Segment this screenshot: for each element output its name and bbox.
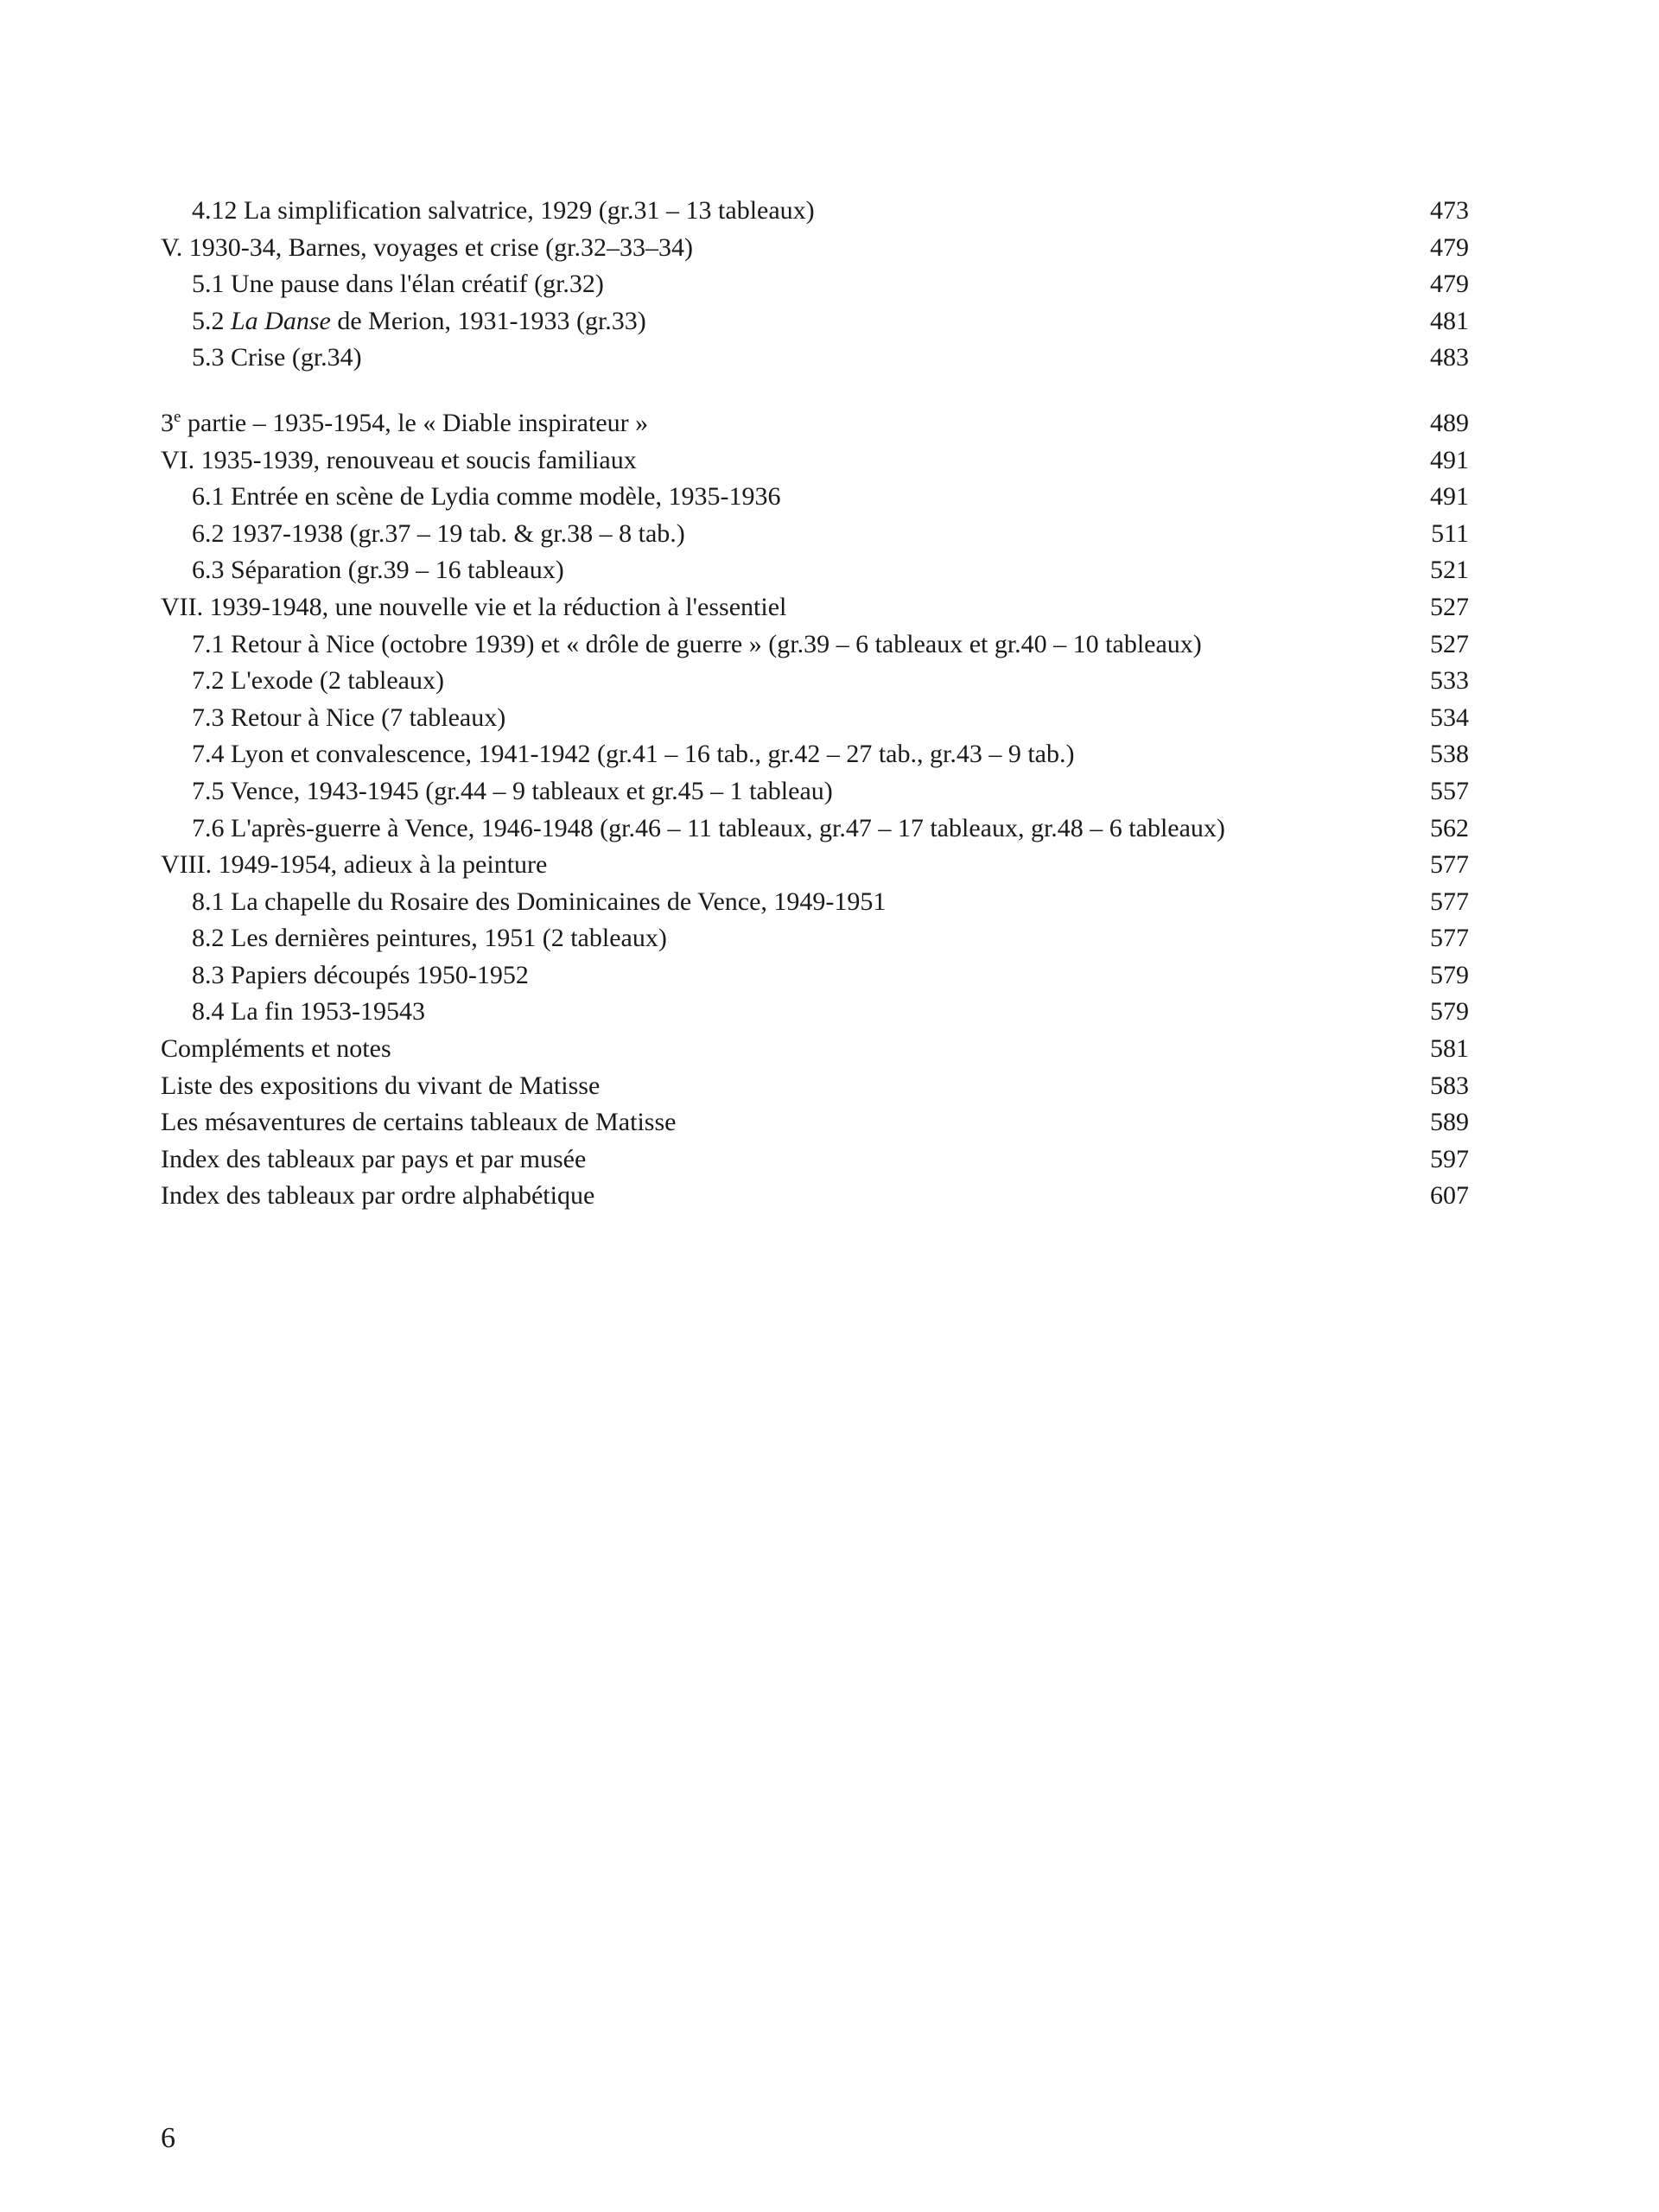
- toc-entry: [161, 552, 1469, 589]
- toc-entry: [161, 266, 1469, 303]
- toc-entry-title: 7.6 L'après-guerre à Vence, 1946-1948 (gr.46 – 11 tableaux, gr.47 – 17 tableaux, gr.48 – 6 tableaux): [192, 813, 1225, 842]
- toc-entry-page-number: 557: [1430, 776, 1469, 805]
- toc-entry-page-number: 562: [1430, 813, 1469, 842]
- toc-entry-title-suffix: de Merion, 1931-1933 (gr.33): [330, 306, 646, 335]
- toc-entry: [161, 920, 1469, 957]
- toc-entry-title: VII. 1939-1948, une nouvelle vie et la réduction à l'essentiel: [161, 592, 787, 621]
- toc-entry-title: VIII. 1949-1954, adieux à la peinture: [161, 850, 548, 880]
- toc-entry-page-number: 589: [1430, 1108, 1469, 1137]
- toc-entry-title: 5.3 Crise (gr.34): [192, 343, 362, 372]
- toc-entry-page-number: 607: [1430, 1181, 1469, 1211]
- toc-entry-page-number: 479: [1430, 270, 1469, 299]
- toc-entry-page-number: 491: [1430, 445, 1469, 474]
- toc-entry-page-number: 581: [1430, 1034, 1469, 1064]
- toc-entry: [161, 1104, 1469, 1141]
- toc-entry: [161, 884, 1469, 921]
- toc-entry: [161, 773, 1469, 810]
- toc-entry-title: 7.1 Retour à Nice (octobre 1939) et « drôle de guerre » (gr.39 – 6 tableaux et gr.40 – 10 tableaux): [192, 629, 1202, 658]
- toc-entry-title: 8.1 La chapelle du Rosaire des Dominicaines de Vence, 1949-1951: [192, 887, 887, 916]
- toc-entry-page-number: 579: [1430, 997, 1469, 1027]
- toc-entry-page-number: 533: [1430, 666, 1469, 696]
- toc-entry: [161, 193, 1469, 230]
- toc-entry-title: 7.2 L'exode (2 tableaux): [192, 666, 444, 696]
- toc-entry-page-number: 473: [1430, 196, 1469, 225]
- toc-entry: [161, 1141, 1469, 1179]
- toc-entry-title: 6.2 1937-1938 (gr.37 – 19 tab. & gr.38 – 8 tab.): [192, 518, 685, 548]
- toc-entry-title: 7.3 Retour à Nice (7 tableaux): [192, 702, 506, 732]
- toc-entry-title-suffix: partie – 1935-1954, le « Diable inspirateur »: [181, 408, 649, 437]
- toc-entry-title: 4.12 La simplification salvatrice, 1929 (gr.31 – 13 tableaux): [192, 196, 815, 225]
- toc-entry: [161, 442, 1469, 480]
- toc-entry-page-number: 534: [1430, 702, 1469, 732]
- toc-entry-title: Compléments et notes: [161, 1034, 391, 1064]
- toc-entry-title-superscript: e: [174, 407, 181, 426]
- toc-entry: [161, 589, 1469, 626]
- toc-entry: [161, 1178, 1469, 1215]
- toc-entry-title-italic: La Danse: [231, 306, 331, 335]
- toc-entry-title-prefix: 5.2: [192, 306, 231, 335]
- toc-entry-title: 7.4 Lyon et convalescence, 1941-1942 (gr.41 – 16 tab., gr.42 – 27 tab., gr.43 – 9 tab.): [192, 740, 1075, 769]
- toc-entry-page-number: 481: [1430, 306, 1469, 335]
- page-number: 6: [161, 2122, 175, 2154]
- toc-entry: [161, 1068, 1469, 1105]
- toc-entry-page-number: 538: [1430, 740, 1469, 769]
- toc-entry-title: V. 1930-34, Barnes, voyages et crise (gr.32–33–34): [161, 232, 693, 262]
- toc-entry-title: 6.1 Entrée en scène de Lydia comme modèle, 1935-1936: [192, 482, 781, 512]
- toc-entry-page-number: 527: [1430, 592, 1469, 621]
- toc-entry-title: [192, 303, 646, 340]
- toc-entry: [161, 736, 1469, 773]
- toc-entry-title: VI. 1935-1939, renouveau et soucis familiaux: [161, 445, 637, 474]
- toc-entry: [161, 810, 1469, 848]
- toc-entry: [161, 516, 1469, 553]
- toc-entry: [161, 340, 1469, 377]
- toc-entry-page-number: 483: [1430, 343, 1469, 372]
- toc-entry-title: [161, 405, 648, 442]
- toc-entry-title: 8.2 Les dernières peintures, 1951 (2 tableaux): [192, 924, 667, 953]
- toc-entry: [161, 957, 1469, 995]
- toc-entry-page-number: 577: [1430, 887, 1469, 916]
- toc-entry-title: 6.3 Séparation (gr.39 – 16 tableaux): [192, 556, 564, 585]
- toc-entry-page-number: 491: [1430, 482, 1469, 512]
- toc-entry-page-number: 577: [1430, 850, 1469, 880]
- toc-entry-title: Index des tableaux par pays et par musée: [161, 1144, 587, 1173]
- toc-entry-page-number: 521: [1430, 556, 1469, 585]
- toc-entry-page-number: 597: [1430, 1144, 1469, 1173]
- toc-entry: [161, 700, 1469, 737]
- toc-entry-page-number: 511: [1431, 518, 1469, 548]
- toc-entry-page-number: 579: [1430, 960, 1469, 989]
- toc-entry-title: 7.5 Vence, 1943-1945 (gr.44 – 9 tableaux et gr.45 – 1 tableau): [192, 776, 833, 805]
- toc-entry: [161, 479, 1469, 516]
- toc-entry-title: 8.4 La fin 1953-19543: [192, 997, 425, 1027]
- toc-entry-title: Index des tableaux par ordre alphabétique: [161, 1181, 595, 1211]
- toc-entry: [161, 994, 1469, 1031]
- toc-entry-page-number: 527: [1430, 629, 1469, 658]
- toc-entry: [161, 663, 1469, 700]
- toc-entry-page-number: 479: [1430, 232, 1469, 262]
- toc-entry-title: 8.3 Papiers découpés 1950-1952: [192, 960, 529, 989]
- toc-entry-title: 5.1 Une pause dans l'élan créatif (gr.32): [192, 270, 604, 299]
- toc-entry: [161, 1031, 1469, 1068]
- toc-entry: [161, 230, 1469, 267]
- toc-entry: [161, 405, 1469, 442]
- toc-entry: [161, 626, 1469, 664]
- toc-entry: [161, 303, 1469, 340]
- toc-entry-title-prefix: 3: [161, 408, 174, 437]
- toc-entry-page-number: 577: [1430, 924, 1469, 953]
- toc-entry-title: Les mésaventures de certains tableaux de Matisse: [161, 1108, 677, 1137]
- table-of-contents: [161, 193, 1469, 1215]
- toc-entry-page-number: 583: [1430, 1071, 1469, 1100]
- toc-entry-page-number: 489: [1430, 408, 1469, 437]
- toc-entry-title: Liste des expositions du vivant de Matisse: [161, 1071, 601, 1100]
- toc-entry: [161, 847, 1469, 884]
